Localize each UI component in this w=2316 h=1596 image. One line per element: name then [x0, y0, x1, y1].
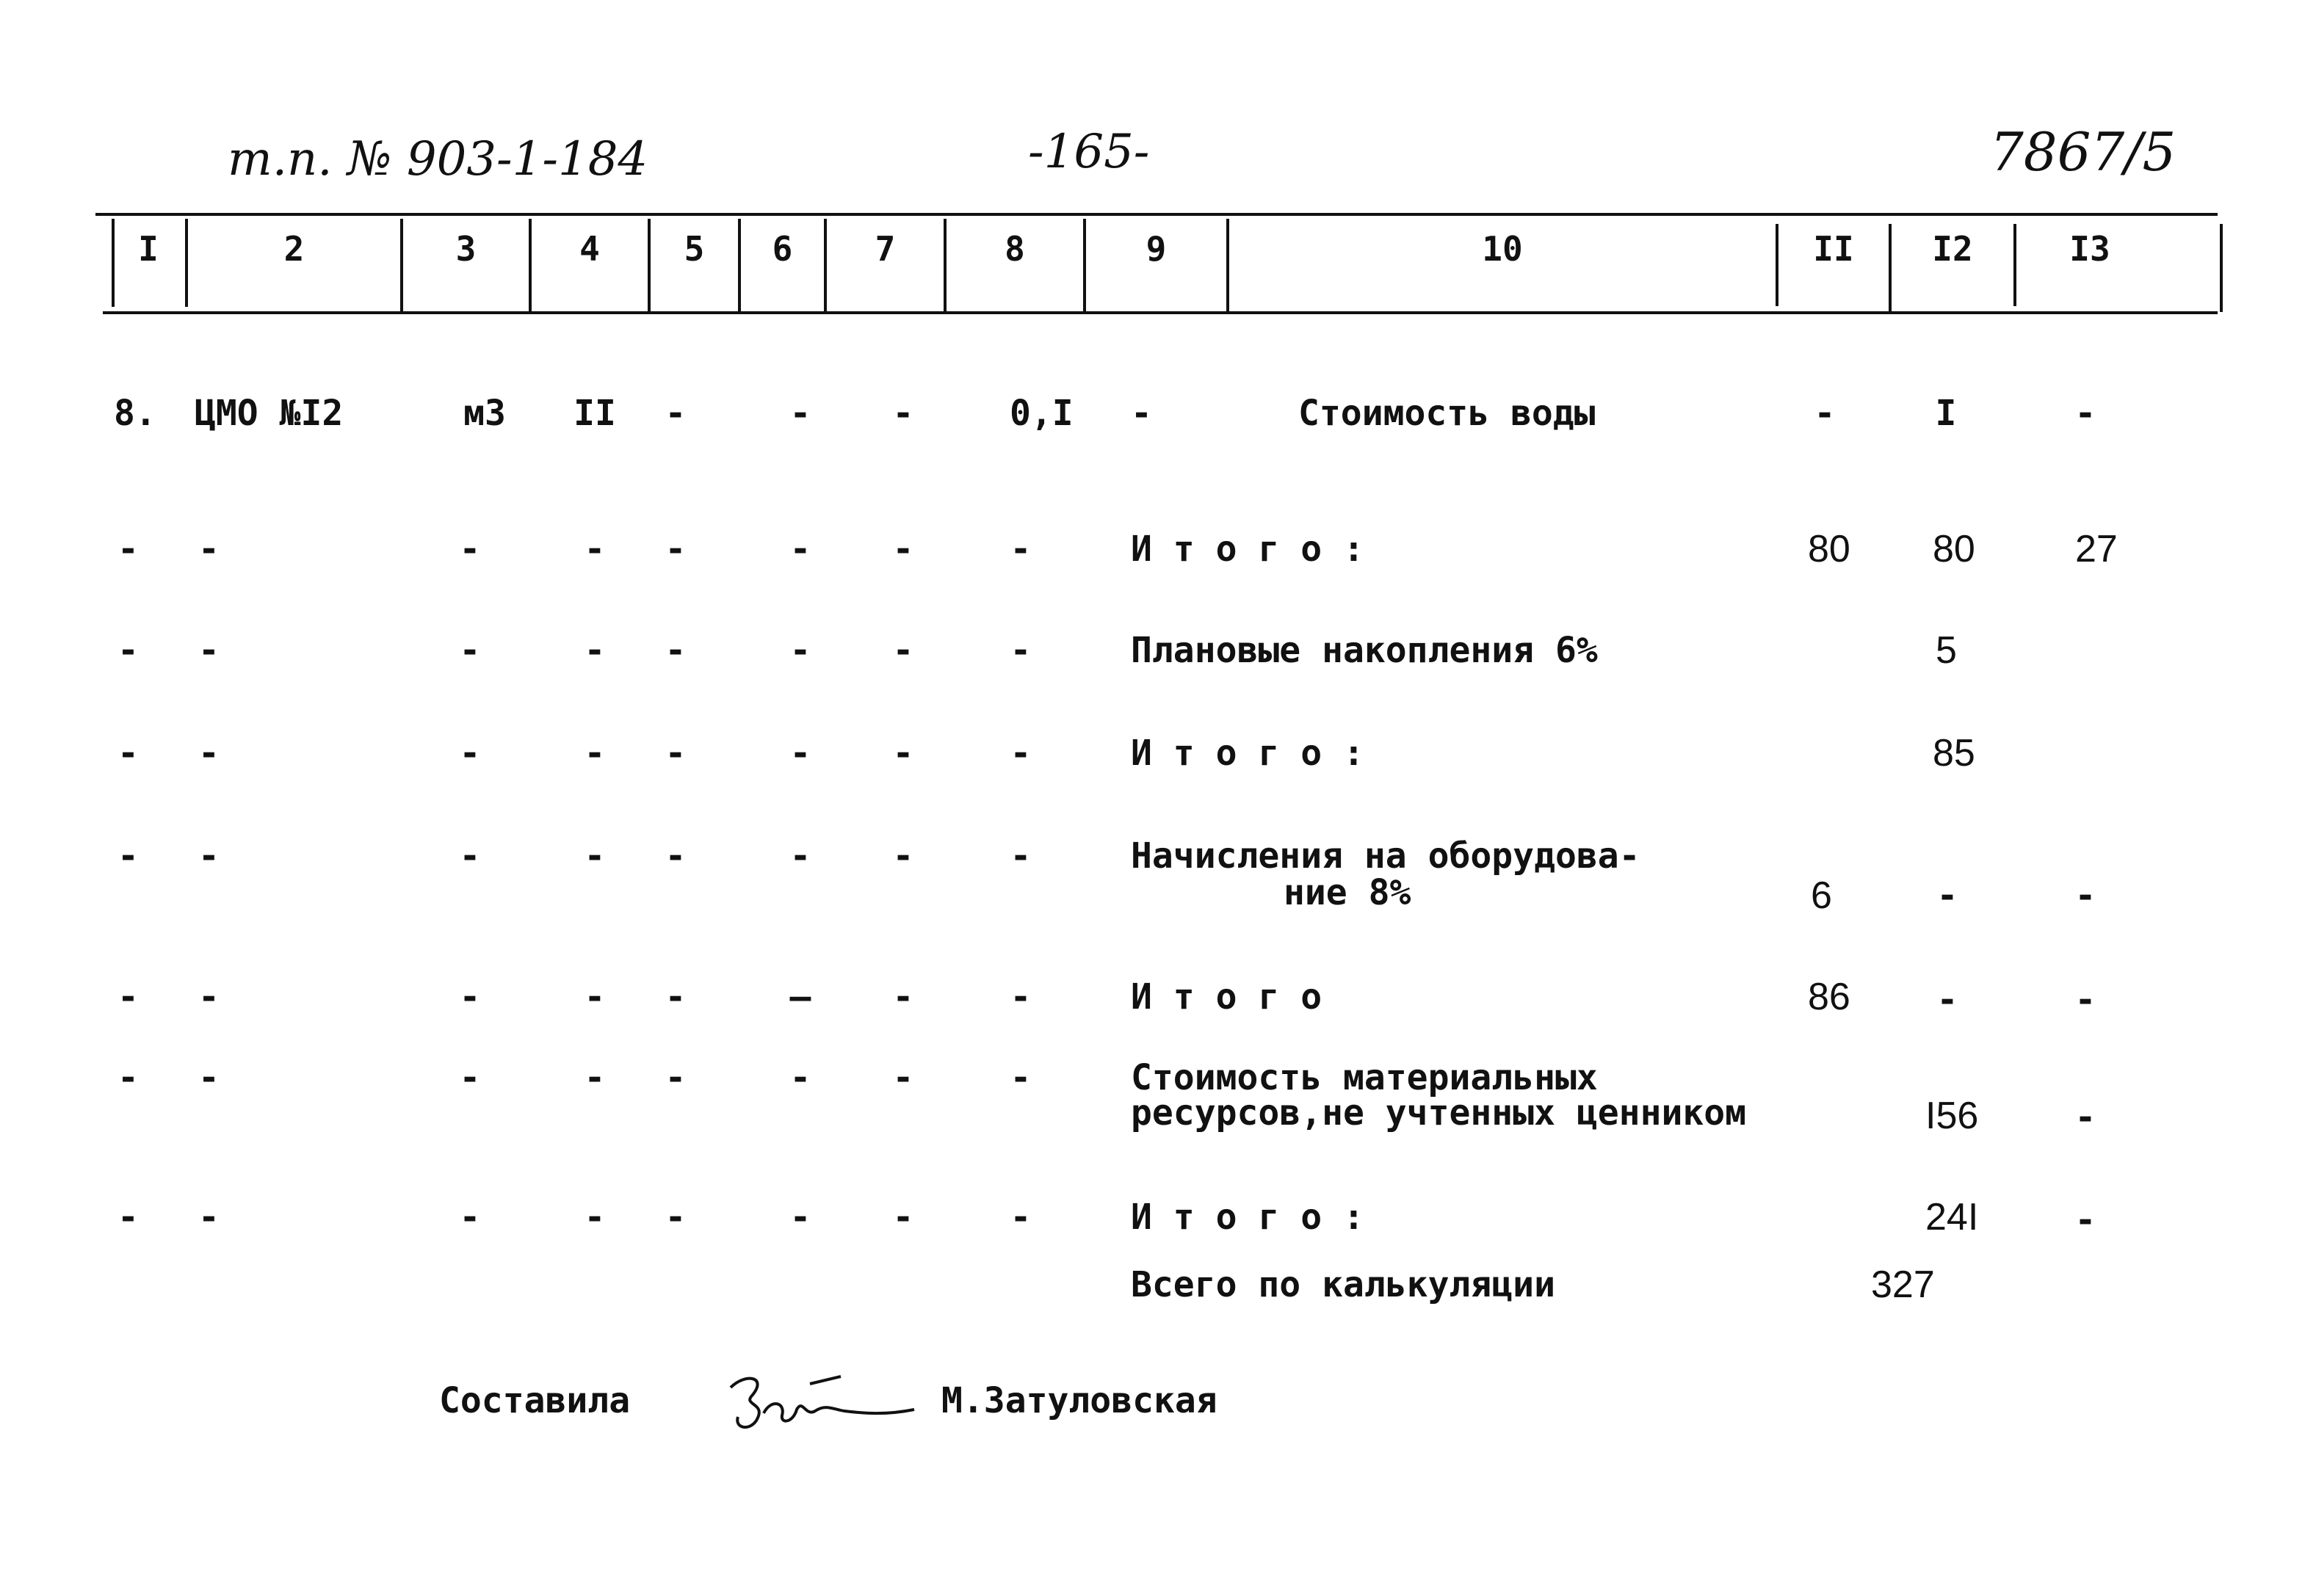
- cell: -: [2074, 1200, 2096, 1241]
- cell: -: [789, 1197, 811, 1238]
- cell: 86: [1808, 976, 1850, 1018]
- cell: -: [1814, 393, 1836, 434]
- cell: Плановые накопления 6%: [1131, 630, 1598, 671]
- col-header-4: 4: [579, 229, 600, 269]
- cell: -: [459, 1197, 481, 1238]
- cell: -: [1010, 630, 1032, 671]
- cell: -: [584, 529, 606, 570]
- cell: -: [892, 529, 914, 570]
- cell: -: [1936, 979, 1958, 1020]
- cell: -: [2074, 979, 2096, 1020]
- cell: -: [117, 835, 139, 877]
- col-header-13: I3: [2069, 229, 2110, 269]
- cell: -: [1010, 529, 1032, 570]
- cell: -: [117, 529, 139, 570]
- signature: [723, 1358, 922, 1449]
- cell: ресурсов,не учтенных ценником: [1131, 1092, 1747, 1133]
- cell: -: [584, 733, 606, 774]
- cell: -: [198, 529, 220, 570]
- cell: -: [789, 733, 811, 774]
- cell: -: [459, 529, 481, 570]
- col-header-9: 9: [1146, 229, 1167, 269]
- cell: -: [665, 976, 687, 1018]
- cell: -: [198, 1057, 220, 1098]
- cell: 27: [2075, 528, 2118, 570]
- cell: -: [789, 1057, 811, 1098]
- cell: -: [892, 393, 914, 434]
- cell: 24I: [1925, 1196, 1979, 1238]
- cell: ЦМО №I2: [195, 393, 344, 434]
- cell: -: [198, 630, 220, 671]
- cell: -: [665, 835, 687, 877]
- cell: 5: [1936, 629, 1957, 672]
- col-header-3: 3: [455, 229, 477, 269]
- cell: Стоимость материальных: [1131, 1057, 1598, 1098]
- cell: -: [892, 976, 914, 1018]
- cell: -: [584, 1057, 606, 1098]
- cell: -: [2074, 393, 2096, 434]
- cell: I56: [1925, 1095, 1979, 1137]
- cell: -: [665, 733, 687, 774]
- cell: 85: [1933, 732, 1975, 775]
- compiler-name: М.Затуловская: [941, 1380, 1217, 1421]
- table-top-rule: [95, 213, 2218, 216]
- cell: -: [665, 630, 687, 671]
- cell: -: [1936, 875, 1958, 916]
- cell: -: [665, 393, 687, 434]
- cell: И т о г о :: [1131, 529, 1364, 570]
- col-header-7: 7: [875, 229, 896, 269]
- col-header-5: 5: [684, 229, 705, 269]
- col-header-11: II: [1813, 229, 1854, 269]
- cell: -: [584, 630, 606, 671]
- grand-total-value: 327: [1871, 1263, 1935, 1306]
- col-header-6: 6: [772, 229, 793, 269]
- cell: -: [198, 733, 220, 774]
- col-header-2: 2: [283, 229, 305, 269]
- cell: I: [1935, 393, 1957, 434]
- cell: -: [459, 1057, 481, 1098]
- cell: -: [892, 1197, 914, 1238]
- cell: Начисления на оборудова-: [1131, 835, 1640, 877]
- cell: -: [117, 630, 139, 671]
- cell: -: [459, 630, 481, 671]
- cell: -: [1010, 1197, 1032, 1238]
- cell: -: [1010, 835, 1032, 877]
- cell: И т о г о: [1131, 976, 1322, 1018]
- col-header-10: 10: [1482, 229, 1523, 269]
- cell: -: [584, 976, 606, 1018]
- col-header-8: 8: [1005, 229, 1025, 269]
- cell: II: [573, 393, 616, 434]
- cell: -: [789, 393, 811, 434]
- col-separator: [2220, 224, 2223, 312]
- cell: -: [459, 976, 481, 1018]
- cell: ние 8%: [1284, 872, 1411, 913]
- table-header-bottom-rule: [103, 311, 2218, 314]
- cell: -: [584, 1197, 606, 1238]
- cell: -: [198, 976, 220, 1018]
- cell: 80: [1808, 528, 1850, 570]
- cell: -: [117, 1197, 139, 1238]
- cell: -: [789, 835, 811, 877]
- cell: -: [892, 733, 914, 774]
- cell: И т о г о :: [1131, 733, 1364, 774]
- project-number: т.п. № 903-1-184: [228, 132, 648, 186]
- cell: -: [459, 733, 481, 774]
- cell: -: [665, 1197, 687, 1238]
- cell: -: [665, 529, 687, 570]
- cell: —: [789, 976, 811, 1018]
- cell: -: [2074, 1097, 2096, 1138]
- cell: -: [117, 976, 139, 1018]
- cell: -: [789, 529, 811, 570]
- compiled-by-label: Составила: [439, 1380, 631, 1421]
- cell: -: [198, 835, 220, 877]
- document-code: 7867/5: [1990, 121, 2176, 183]
- cell: -: [117, 733, 139, 774]
- page-number: -165-: [1028, 125, 1150, 179]
- cell: м3: [463, 393, 506, 434]
- cell: -: [892, 835, 914, 877]
- cell: 0,I: [1010, 393, 1074, 434]
- cell: 6: [1811, 874, 1832, 917]
- cell: -: [2074, 875, 2096, 916]
- cell: И т о г о :: [1131, 1197, 1364, 1238]
- cell: -: [584, 835, 606, 877]
- cell: -: [459, 835, 481, 877]
- cell: -: [198, 1197, 220, 1238]
- cell: Стоимость воды: [1298, 393, 1596, 434]
- cell: -: [1010, 733, 1032, 774]
- cell: -: [1010, 1057, 1032, 1098]
- cell: -: [117, 1057, 139, 1098]
- cell: -: [1131, 393, 1152, 434]
- cell: -: [892, 630, 914, 671]
- cell: -: [892, 1057, 914, 1098]
- cell: 8.: [114, 393, 156, 434]
- col-header-12: I2: [1932, 229, 1973, 269]
- handwritten-signature: [723, 1358, 922, 1446]
- cell: 80: [1933, 528, 1975, 570]
- cell: -: [1010, 976, 1032, 1018]
- cell: -: [789, 630, 811, 671]
- col-header-1: I: [138, 229, 159, 269]
- grand-total-label: Всего по калькуляции: [1131, 1264, 1555, 1305]
- cell: -: [665, 1057, 687, 1098]
